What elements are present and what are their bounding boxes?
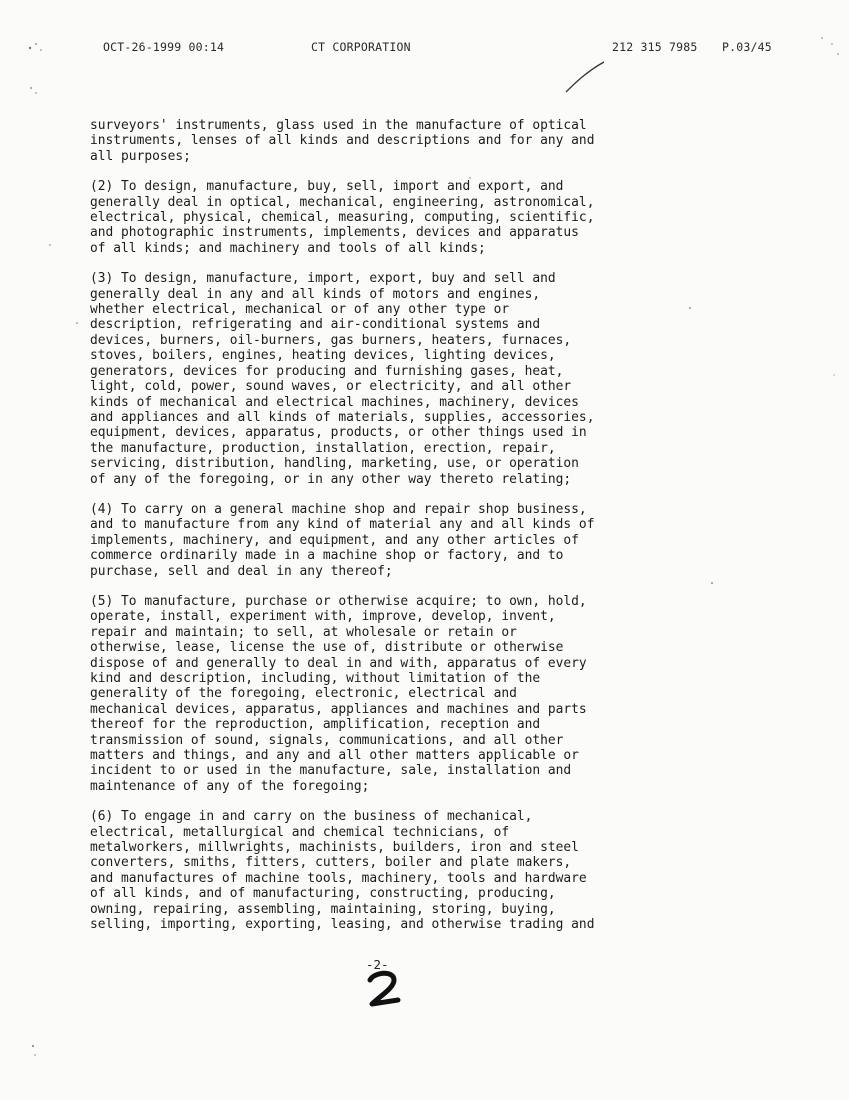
fax-header: [0, 40, 849, 56]
paragraph-p5: [90, 594, 730, 794]
paragraph-p4: [90, 502, 730, 579]
text-line: and photographic instruments, implements, devices and apparatus: [90, 225, 579, 241]
text-line: servicing, distribution, handling, marketing, use, or operation: [90, 456, 579, 472]
text-line: stoves, boilers, engines, heating devices, lighting devices,: [90, 348, 556, 364]
text-line: the manufacture, production, installation, erection, repair,: [90, 440, 556, 456]
text-line: kind and description, including, without limitation of the: [90, 671, 541, 686]
text-line: of any of the foregoing, or in any other way thereto relating;: [90, 471, 572, 487]
text-line: transmission of sound, signals, communications, and all other: [90, 732, 564, 748]
text-line: and appliances and all kinds of materials, supplies, accessories,: [90, 409, 595, 425]
fax-datetime: OCT-26-1999 00:14: [103, 40, 225, 54]
text-line: selling, importing, exporting, leasing, and otherwise trading and: [90, 917, 595, 933]
paragraph-p-continued: [90, 118, 730, 164]
paragraph-p3: [90, 271, 730, 487]
text-line: electrical, physical, chemical, measuring, computing, scientific,: [90, 210, 595, 226]
text-line: whether electrical, mechanical or of any other type or: [90, 302, 510, 318]
text-line: (4) To carry on a general machine shop and repair shop business,: [90, 501, 587, 517]
text-line: mechanical devices, apparatus, appliances and machines and parts: [90, 701, 587, 717]
fax-phone-number: 212 315 7985: [612, 40, 698, 54]
text-line: generality of the foregoing, electronic, electrical and: [90, 686, 517, 702]
text-line: generators, devices for producing and furnishing gases, heat,: [90, 363, 564, 379]
text-line: of all kinds; and machinery and tools of all kinds;: [90, 240, 486, 256]
text-line: and to manufacture from any kind of material any and all kinds of: [90, 517, 595, 533]
fax-sender: CT CORPORATION: [311, 40, 411, 54]
text-line: repair and maintain; to sell, at wholesale or retain or: [90, 624, 517, 640]
text-line: commerce ordinarily made in a machine shop or factory, and to: [90, 548, 564, 564]
paragraph-p2: [90, 179, 730, 256]
text-line: (5) To manufacture, purchase or otherwise acquire; to own, hold,: [90, 593, 587, 609]
document-body: [90, 118, 730, 948]
text-line: converters, smiths, fitters, cutters, boiler and plate makers,: [90, 855, 572, 871]
text-line: thereof for the reproduction, amplification, reception and: [90, 717, 541, 733]
text-line: (3) To design, manufacture, import, export, buy and sell and: [90, 271, 556, 287]
paragraph-p6: [90, 809, 730, 932]
text-line: metalworkers, millwrights, machinists, builders, iron and steel: [90, 840, 579, 856]
text-line: electrical, metallurgical and chemical technicians, of: [90, 824, 510, 840]
handwritten-page-mark: [364, 970, 406, 1010]
text-line: generally deal in any and all kinds of motors and engines,: [90, 286, 541, 302]
text-line: incident to or used in the manufacture, sale, installation and: [90, 763, 572, 779]
text-line: maintenance of any of the foregoing;: [90, 778, 370, 794]
text-line: generally deal in optical, mechanical, engineering, astronomical,: [90, 194, 595, 210]
text-line: surveyors' instruments, glass used in the manufacture of optical: [90, 118, 587, 133]
text-line: matters and things, and any and all other matters applicable or: [90, 748, 579, 764]
page-number: -2-: [366, 957, 389, 972]
handwritten-slash-mark: [560, 58, 610, 98]
text-line: instruments, lenses of all kinds and descriptions and for any and: [90, 133, 595, 149]
text-line: light, cold, power, sound waves, or electricity, and all other: [90, 379, 572, 395]
text-line: purchase, sell and deal in any thereof;: [90, 563, 393, 579]
text-line: description, refrigerating and air-conditional systems and: [90, 317, 541, 333]
text-line: and manufactures of machine tools, machinery, tools and hardware: [90, 870, 587, 886]
text-line: devices, burners, oil-burners, gas burners, heaters, furnaces,: [90, 332, 572, 348]
text-line: equipment, devices, apparatus, products, or other things used in: [90, 425, 587, 441]
text-line: owning, repairing, assembling, maintaining, storing, buying,: [90, 901, 556, 917]
text-line: implements, machinery, and equipment, and any other articles of: [90, 532, 579, 548]
text-line: of all kinds, and of manufacturing, constructing, producing,: [90, 886, 556, 902]
text-line: (2) To design, manufacture, buy, sell, import and export, and: [90, 179, 564, 195]
text-line: all purposes;: [90, 148, 191, 164]
fax-page-count: P.03/45: [722, 40, 772, 54]
text-line: kinds of mechanical and electrical machines, machinery, devices: [90, 394, 579, 410]
text-line: otherwise, lease, license the use of, distribute or otherwise: [90, 640, 564, 656]
text-line: operate, install, experiment with, improve, develop, invent,: [90, 609, 556, 625]
text-line: dispose of and generally to deal in and with, apparatus of every: [90, 655, 587, 671]
text-line: (6) To engage in and carry on the business of mechanical,: [90, 809, 533, 825]
